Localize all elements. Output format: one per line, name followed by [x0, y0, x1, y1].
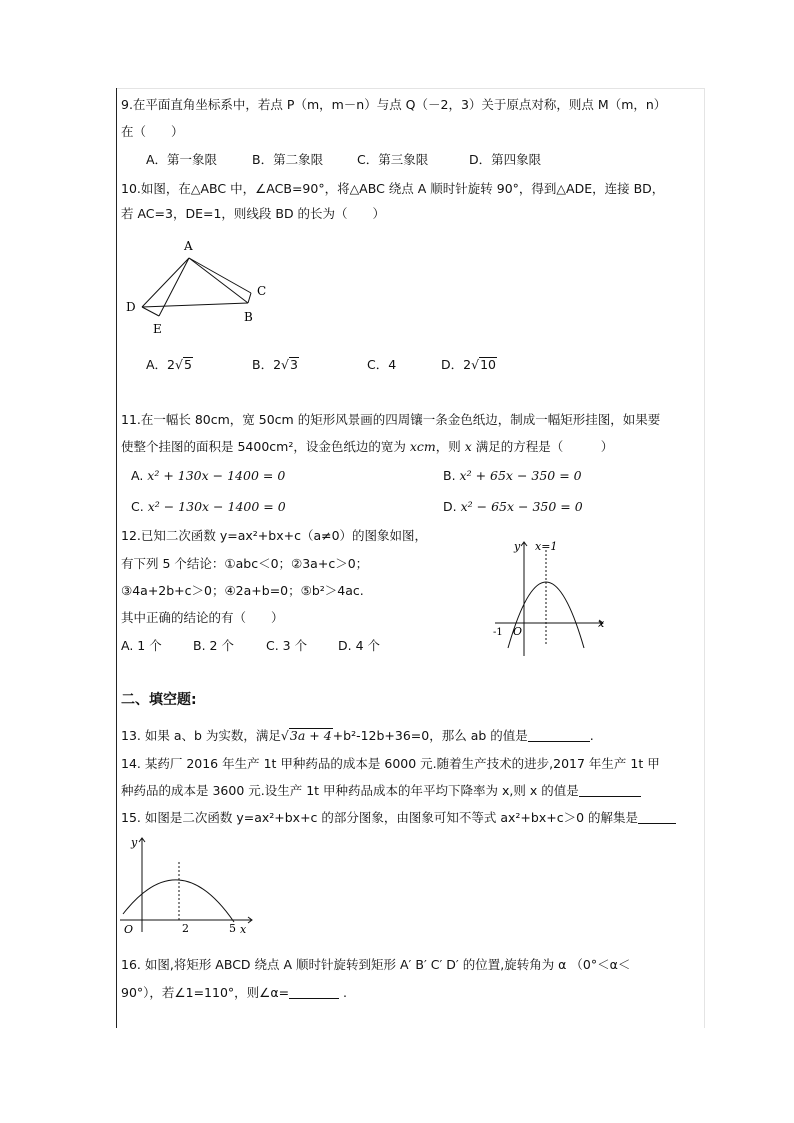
q12-parabola-graph: [490, 536, 614, 658]
q10-triangle-figure: [120, 234, 280, 338]
q12-y-label: y: [514, 540, 521, 553]
q10-label-a: A: [184, 239, 193, 253]
q15-two-label: 2: [182, 922, 189, 935]
q12-option-c: C. 3 个: [266, 638, 308, 653]
page-border-right: [704, 88, 705, 1028]
q12-option-a: A. 1 个: [121, 638, 162, 653]
q10-option-d: D．2√10: [441, 357, 496, 372]
page-border-top: [116, 88, 704, 89]
q10-option-a: A．2√5: [146, 357, 192, 372]
q10-option-c: C．4: [367, 357, 397, 372]
q10-option-b: B．2√3: [252, 357, 298, 372]
q14-stem-line1: 14. 某药厂 2016 年生产 1t 甲种药品的成本是 6000 元.随着生产技术的进步,2017 年生产 1t 甲: [121, 756, 660, 771]
q13-stem: 13. 如果 a、b 为实数，满足√3a + 4+b²-12b+36=0，那么 ab 的值是 .: [121, 728, 594, 743]
q12-neg1-label: -1: [493, 627, 503, 638]
q12-stem-line1: 12.已知二次函数 y=ax²+bx+c（a≠0）的图象如图，: [121, 528, 428, 543]
q10-stem-line1: 10.如图，在△ABC 中，∠ACB=90°，将△ABC 绕点 A 顺时针旋转 90°，得到△ADE，连接 BD，: [121, 181, 665, 196]
q12-x-label: x: [598, 617, 605, 630]
q11-option-a: A. x² + 130x − 1400 = 0: [131, 468, 286, 483]
q12-axis-label: x=1: [535, 540, 558, 553]
q10-label-b: B: [244, 310, 253, 324]
q15-origin-label: O: [124, 923, 134, 936]
q15-stem-line1: 15. 如图是二次函数 y=ax²+bx+c 的部分图象，由图象可知不等式 ax²+bx+c＞0 的解集是: [121, 809, 676, 827]
q11-option-b: B. x² + 65x − 350 = 0: [443, 468, 582, 483]
q12-stem-line4: 其中正确的结论的有（ ）: [121, 610, 284, 625]
q12-stem-line2: 有下列 5 个结论：①abc＜0；②3a+c＞0；: [121, 556, 369, 571]
q11-stem-line2: 使整个挂图的面积是 5400cm²，设金色纸边的宽为 xcm，则 x 满足的方程是（ ）: [121, 439, 614, 454]
q10-label-e: E: [153, 322, 162, 336]
q12-option-d: D. 4 个: [338, 638, 380, 653]
section-heading: 二、填空题:: [121, 692, 197, 708]
q9-option-a: A．第一象限: [146, 152, 218, 167]
q9-stem-line1: 9.在平面直角坐标系中，若点 P（m，m－n）与点 Q（－2，3）关于原点对称，则点 M（m，n）: [121, 97, 667, 112]
q15-answer-blank: [638, 811, 676, 824]
q15-parabola-graph: [118, 832, 258, 936]
q16-answer-blank: [289, 986, 339, 999]
q14-answer-blank: [579, 784, 641, 797]
q11-option-c: C. x² − 130x − 1400 = 0: [131, 499, 286, 514]
q16-stem-line1: 16. 如图,将矩形 ABCD 绕点 A 顺时针旋转到矩形 A′ B′ C′ D′ 的位置,旋转角为 α （0°＜α＜: [121, 957, 631, 972]
page-border-left: [116, 88, 117, 1028]
q10-stem-line2: 若 AC=3，DE=1，则线段 BD 的长为（ ）: [121, 206, 386, 221]
q15-five-label: 5: [229, 922, 236, 935]
q15-x-label: x: [240, 923, 247, 936]
q15-y-label: y: [131, 836, 138, 849]
q11-option-d: D. x² − 65x − 350 = 0: [443, 499, 583, 514]
q9-option-c: C．第三象限: [357, 152, 429, 167]
q9-option-b: B．第二象限: [252, 152, 324, 167]
q10-label-c: C: [257, 284, 267, 298]
q14-stem-line2: 种药品的成本是 3600 元.设生产 1t 甲种药品成本的年平均下降率为 x,则 x 的值是: [121, 782, 641, 800]
q10-label-d: D: [126, 300, 136, 314]
q11-stem-line1: 11.在一幅长 80cm，宽 50cm 的矩形风景画的四周镶一条金色纸边，制成一幅矩形挂图，如果要: [121, 412, 661, 427]
q12-option-b: B. 2 个: [193, 638, 234, 653]
q13-answer-blank: [528, 729, 590, 742]
q9-stem-line2: 在（ ）: [121, 124, 184, 139]
q16-stem-line2: 90°），若∠1=110°，则∠α= .: [121, 985, 348, 1000]
q12-stem-line3: ③4a+2b+c＞0；④2a+b=0；⑤b²＞4ac.: [121, 583, 364, 598]
q9-option-d: D．第四象限: [469, 152, 542, 167]
q12-origin-label: O: [513, 625, 523, 638]
